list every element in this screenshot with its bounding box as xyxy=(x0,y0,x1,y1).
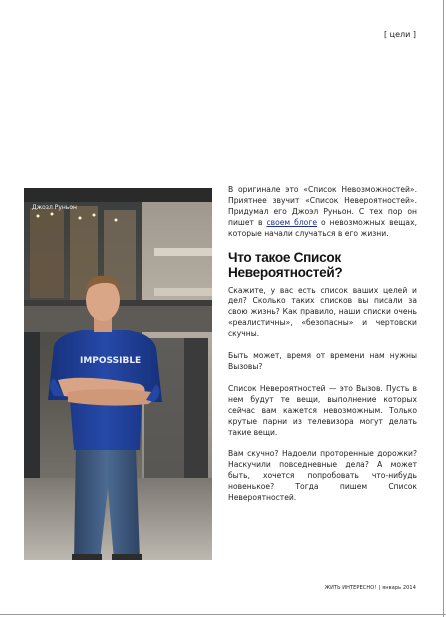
article-photo xyxy=(24,188,212,560)
intro-text-start: В оригинале это «Список Невозможностей». Приятнее звучит «Список Невероятностей». Придумал его Джоэл Руньон. С тех пор он пишет в xyxy=(228,185,417,227)
intro-paragraph xyxy=(228,185,417,240)
article-paragraph-4: Вам скучно? Надоели проторенные дорожки? Наскучили повседневные дела? А может быть, хочется попробовать что-нибудь новенькое? Тогда пишем Список Невероятностей. xyxy=(228,449,417,503)
article-paragraph-2: Быть может, время от времени нам нужны Вызовы? xyxy=(228,351,417,371)
magazine-name: ЖИТЬ ИНТЕРЕСНО! xyxy=(324,585,377,591)
article-paragraph-3: Список Невероятностей — это Вызов. Пусть в нем будут те вещи, выполнение которых сейчас вам кажется невозможным. Только крутые парни из телевизора могут делать такие вещи. xyxy=(228,383,417,437)
shirt-print: IMPOSSIBLE xyxy=(80,356,142,366)
article-paragraph-1: Скажите, у вас есть список ваших целей и дел? Сколько таких списков вы писали за свою жизнь? Как правило, наши списки очень «реалистичны», «безопасны» и чертовски скучны. xyxy=(228,285,417,339)
blog-link[interactable]: своем блоге xyxy=(266,217,317,227)
page-footer xyxy=(325,585,416,591)
article-heading: Что такое Список Невероятностей? xyxy=(228,249,343,280)
issue-date: январь 2014 xyxy=(382,585,416,591)
page-edge-right xyxy=(443,0,444,617)
footer-separator: | xyxy=(378,585,381,591)
intro-text-end: о невозможных вещах, которые начали случаться в его жизни. xyxy=(228,217,417,238)
photo-credit: Джозл Руньон xyxy=(32,204,77,211)
section-tag: [ цели ] xyxy=(383,30,416,39)
article-body xyxy=(228,185,417,515)
page-edge-bottom xyxy=(0,614,446,615)
photo-illustration xyxy=(24,188,212,560)
